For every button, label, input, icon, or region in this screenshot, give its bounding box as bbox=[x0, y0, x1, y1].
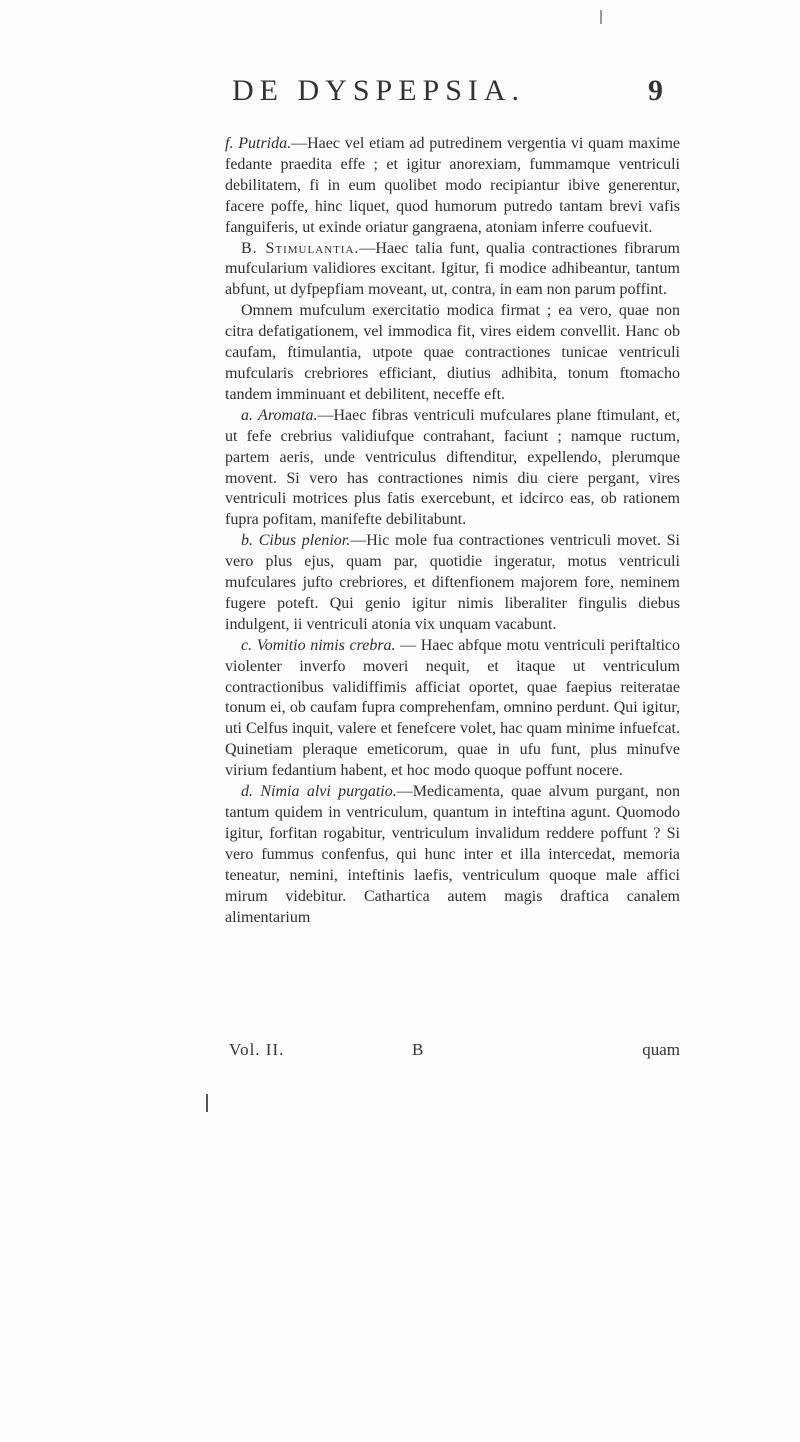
running-title: DE DYSPEPSIA. bbox=[232, 74, 526, 107]
catchword: quam bbox=[642, 1040, 680, 1059]
paragraph-aromata bbox=[225, 406, 680, 531]
body-text bbox=[225, 134, 680, 928]
signature-mark: B bbox=[412, 1040, 424, 1059]
paragraph-text: —Medicamenta, quae alvum purgant, non tantum quidem in ventriculum, quantum in inteftina agunt. Quomodo igitur, forfitan rogabitur, ventriculum invalidum reddere poffunt ? Si vero fummus confenfus, qui hunc inter et illa intercedat, memoria teneatur, nemini, inteftinis laefis, ventriculum quoque male affici mirum videbitur. Cathartica autem magis draftica canalem alimentarium bbox=[225, 783, 680, 926]
paragraph-label: f. Putrida. bbox=[225, 135, 292, 152]
stray-ink-mark bbox=[206, 1094, 208, 1112]
running-header bbox=[232, 74, 662, 114]
page-number: 9 bbox=[648, 74, 663, 107]
paragraph-stimulantia bbox=[225, 239, 680, 302]
paragraph-label: c. Vomitio nimis crebra. bbox=[241, 636, 396, 654]
paragraph-text: —Haec fibras ventriculi mufculares plane ftimulant, et, ut fefe crebrius validiufque contrahant, faciunt ; namque ructum, partem aeris, unde ventriculus diftenditur, expellendo, plerumque movent. Si vero has contractiones nimis diu ciere pergant, vires ventriculi motrices plus fatis exercebunt, et idcirco eas, ob rationem fupra pofitam, manifefte debilitabunt. bbox=[225, 406, 680, 529]
page-footer bbox=[225, 1040, 680, 1064]
paragraph-text: —Haec vel etiam ad putredinem vergentia vi quam maxime fedante praedita effe ; et igitur anorexiam, fummamque ventriculi debilitatem, fi in eum quolibet modo recipiantur ibive generentur, facere poffe, hinc liquet, quod humorum putredo tantam brevi vafis fanguiferis, ut exinde oriatur gangraena, atoniam inferre coufuevit. bbox=[225, 135, 680, 236]
paragraph-text: —Haec talia funt, qualia contractiones fibrarum mufcularium validiores excitant. Igitur, fi modice adhibeantur, tantum abfunt, ut dyfpepfiam moveant, ut, contra, in eam non parum poffint. bbox=[225, 239, 680, 299]
paragraph-text: Omnem mufculum exercitatio modica firmat ; ea vero, quae non citra defatigationem, vel immodica fit, vires eidem convellit. Hanc ob caufam, ftimulantia, utpote quae contractiones tunicae ventriculi mufcularis crebriores efficiant, diutius adhibita, tonum ftomacho tandem imminuant et debilitent, neceffe eft. bbox=[225, 302, 680, 403]
paragraph-text: — Haec abfque motu ventriculi periftaltico violenter inverfo moveri nequit, et itaque ut ventriculum contractionibus validiffimis afficiat oportet, quae faepius reiteratae tonum ei, ob caufam fupra comprehenfam, omnino perdunt. Qui igitur, uti Celfus inquit, valere et fenefcere volet, hac quam minime infuefcat. Quinetiam pleraque emeticorum, quae in ufu funt, plus minufve virium fedantium habent, et hoc modo quoque poffunt nocere. bbox=[225, 636, 680, 780]
paragraph-vomitio bbox=[225, 636, 680, 782]
paragraph-putrida bbox=[225, 134, 680, 239]
paragraph-label: a. Aromata. bbox=[241, 406, 318, 424]
paragraph-purgatio bbox=[225, 782, 680, 928]
paragraph-label: d. Nimia alvi purgatio. bbox=[241, 783, 397, 801]
paragraph-label: b. Cibus plenior. bbox=[241, 532, 351, 550]
paragraph-cibus bbox=[225, 531, 680, 636]
margin-mark bbox=[600, 10, 602, 24]
volume-label: Vol. II. bbox=[229, 1040, 285, 1059]
paragraph-exercitatio bbox=[225, 301, 680, 406]
paragraph-label: B. Stimulantia. bbox=[241, 239, 360, 257]
paragraph-text: —Hic mole fua contractiones ventriculi movet. Si vero plus ejus, quam par, quotidie ingeratur, motus ventriculi mufculares jufto crebriores, et diftenfionem majorem fore, neminem fugere poteft. Qui genio igitur nimis liberaliter fingulis diebus indulgent, ii ventriculi atonia vix unquam vacabunt. bbox=[225, 532, 681, 633]
